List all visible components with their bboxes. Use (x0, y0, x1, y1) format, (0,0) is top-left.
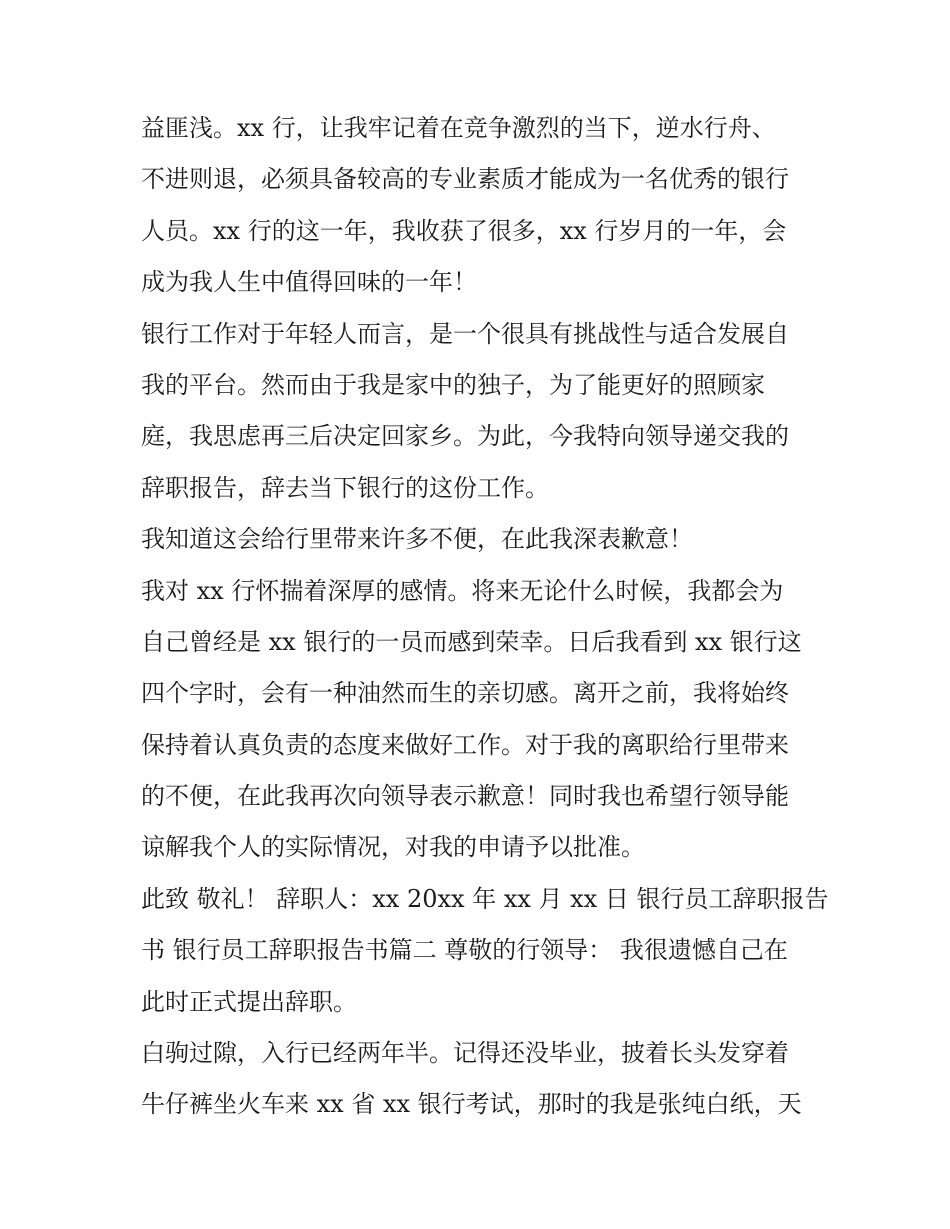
text-line: 不进则退，必须具备较高的专业素质才能成为一名优秀的银行 (141, 165, 789, 194)
text-line: 成为我人生中值得回味的一年！ (141, 268, 477, 297)
text-line: 银行工作对于年轻人而言，是一个很具有挑战性与适合发展自 (141, 319, 789, 348)
text-line: 保持着认真负责的态度来做好工作。对于我的离职给行里带来 (141, 730, 789, 759)
text-line: 四个字时，会有一种油然而生的亲切感。离开之前，我将始终 (141, 679, 789, 708)
text-line: 牛仔裤坐火车来 xx 省 xx 银行考试，那时的我是张纯白纸，天 (141, 1090, 802, 1119)
text-line: 人员。xx 行的这一年，我收获了很多，xx 行岁月的一年，会 (141, 216, 787, 245)
text-line: 我对 xx 行怀揣着深厚的感情。将来无论什么时候，我都会为 (141, 576, 784, 605)
text-line: 自己曾经是 xx 银行的一员而感到荣幸。日后我看到 xx 银行这 (141, 627, 802, 656)
text-line: 辞职报告，辞去当下银行的这份工作。 (141, 473, 549, 502)
text-line: 的不便，在此我再次向领导表示歉意！同时我也希望行领导能 (141, 782, 789, 811)
text-line: 此时正式提出辞职。 (141, 987, 357, 1016)
text-line: 我的平台。然而由于我是家中的独子，为了能更好的照顾家 (141, 370, 765, 399)
text-line: 此致 敬礼！ 辞职人：xx 20xx 年 xx 月 xx 日 银行员工辞职报告 (141, 884, 829, 913)
text-line: 书 银行员工辞职报告书篇二 尊敬的行领导： 我很遗憾自己在 (141, 936, 788, 965)
document-body (141, 103, 829, 1131)
text-line: 我知道这会给行里带来许多不便，在此我深表歉意！ (141, 525, 693, 554)
text-line: 白驹过隙，入行已经两年半。记得还没毕业，披着长头发穿着 (141, 1039, 789, 1068)
text-line: 益匪浅。xx 行，让我牢记着在竞争激烈的当下，逆水行舟、 (141, 114, 776, 142)
text-line: 谅解我个人的实际情况，对我的申请予以批准。 (141, 833, 645, 862)
text-line: 庭，我思虑再三后决定回家乡。为此，今我特向领导递交我的 (141, 422, 789, 451)
